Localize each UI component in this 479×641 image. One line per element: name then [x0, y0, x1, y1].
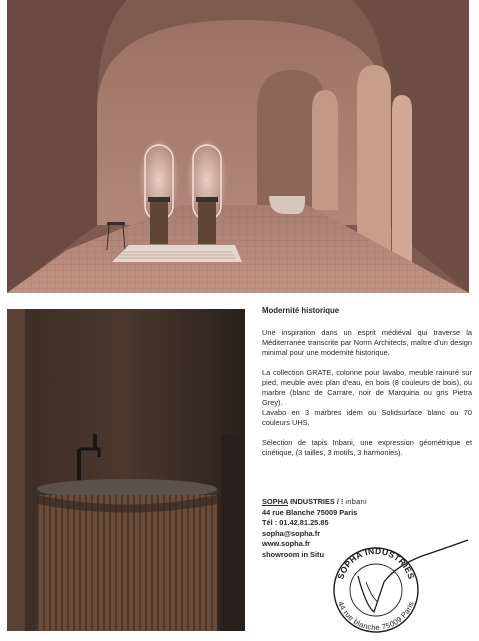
- article-heading: Modernité historique: [262, 306, 340, 315]
- contact-email[interactable]: sopha@sopha.fr: [262, 528, 321, 538]
- bathroom-arches-illustration: [7, 0, 469, 293]
- brand-sopha[interactable]: SOPHA: [262, 497, 289, 506]
- article-paragraph-lavabo: Lavabo en 3 marbres idem ou Solidsurface blanc ou 70 couleurs UHS.: [262, 408, 472, 427]
- brand-inbani: inbani: [345, 497, 367, 506]
- bathroom-arches-photo: [7, 0, 469, 293]
- pedestal-sink-illustration: [7, 309, 245, 631]
- inbani-logo-icon: ⁝: [341, 497, 344, 506]
- article-paragraph-collection: La collection GRATE, colonne pour lavabo, meuble rainuré sur pied, meuble avec plan d'eau, en bois (8 couleurs de bois), ou marbre (blanc de Carrare, noir de Marquina ou gris Pietra Grey).: [262, 368, 472, 407]
- stamp-seal-icon: [300, 536, 472, 636]
- svg-text:SOPHA INDUSTRIES: [335, 546, 416, 581]
- contact-phone[interactable]: Tél : 01.42.81.25.85: [262, 518, 329, 527]
- stamp-top-text: SOPHA INDUSTRIES: [335, 545, 417, 581]
- article-paragraph-rugs: Sélection de tapis Inbani, une expression géométrique et cinétique, (3 tailles, 3 motifs, 3 harmonies).: [262, 438, 472, 457]
- contact-website[interactable]: www.sopha.fr: [262, 539, 311, 548]
- brand-industries: INDUSTRIES /: [288, 497, 341, 506]
- contact-showroom: showroom in Situ: [262, 549, 324, 559]
- company-stamp: [300, 536, 472, 636]
- brand-line: [262, 497, 472, 508]
- article-paragraph-intro: Une inspiration dans un esprit médiéval qui traverse la Méditerranée transcrite par Norm Architects, maître d'un design minimal pour une modernité historique.: [262, 328, 472, 357]
- stamp-bottom-text: 44 rue blanche 75009 Paris: [336, 600, 416, 633]
- article-text: [262, 306, 472, 468]
- contact-address: 44 rue Blanche 75009 Paris: [262, 507, 358, 517]
- pedestal-sink-photo: [7, 309, 245, 631]
